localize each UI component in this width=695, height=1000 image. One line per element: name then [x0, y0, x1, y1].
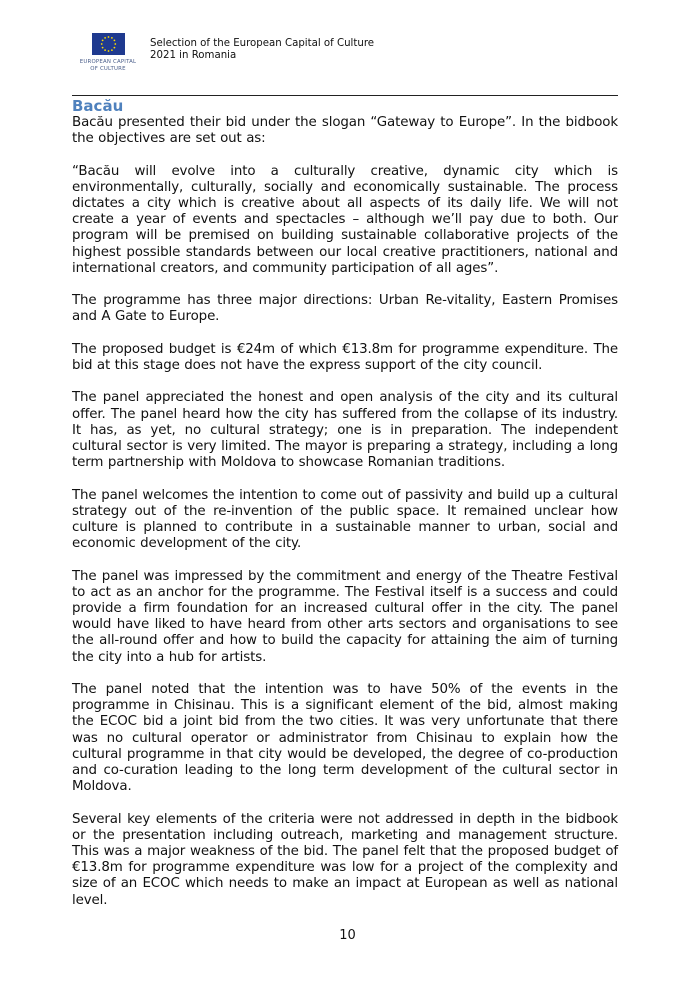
paragraph: The panel noted that the intention was to have 50% of the events in the programme in Chisinau. This is a significant element of the bid, almost making the ECOC bid a joint bid from the two cities. It was very unfortunate that there was no cultural operator or administrator from Chisinau to explain how the cultural programme in that city would be developed, the degree of co-production and co-curation leading to the long term development of the cultural sector in Moldova.	[72, 682, 618, 795]
paragraph: The panel welcomes the intention to come out of passivity and build up a cultural strategy out of the re-invention of the public space. It remained unclear how culture is planned to contribute in a sustainable manner to urban, social and economic development of the city.	[72, 487, 618, 552]
paragraph: Bacău presented their bid under the slogan “Gateway to Europe”. In the bidbook the objectives are set out as:	[72, 115, 618, 147]
logo-caption	[72, 59, 144, 73]
ecoc-logo	[72, 26, 144, 86]
header-divider	[72, 95, 618, 96]
page-number: 10	[339, 928, 356, 943]
paragraph: The panel was impressed by the commitment and energy of the Theatre Festival to act as an anchor for the programme. The Festival itself is a success and could provide a firm foundation for an increased cultural offer in the city. The panel would have liked to have heard from other arts sectors and organisations to see the all-round offer and how to build the capacity for attaining the aim of turning the city into a hub for artists.	[72, 568, 618, 665]
eu-flag-icon	[92, 33, 125, 55]
paragraph: The programme has three major directions: Urban Re-vitality, Eastern Promises and A Gate to Europe.	[72, 293, 618, 325]
paragraph: The panel appreciated the honest and open analysis of the city and its cultural offer. The panel heard how the city has suffered from the collapse of its industry. It has, as yet, no cultural strategy; one is in preparation. The independent cultural sector is very limited. The mayor is preparing a strategy, including a long term partnership with Moldova to showcase Romanian traditions.	[72, 390, 618, 471]
logo-caption-line1: EUROPEAN CAPITAL	[79, 59, 137, 65]
logo-caption-line2: OF CULTURE	[90, 66, 126, 72]
page-header	[72, 26, 618, 94]
section-heading: Bacău	[72, 97, 124, 115]
paragraph: The proposed budget is €24m of which €13.8m for programme expenditure. The bid at this stage does not have the express support of the city council.	[72, 341, 618, 373]
document-title-line2: 2021 in Romania	[150, 50, 237, 61]
section-body	[72, 98, 618, 925]
paragraph: Several key elements of the criteria were not addressed in depth in the bidbook or the presentation including outreach, marketing and management structure. This was a major weakness of the bid. The panel felt that the proposed budget of €13.8m for programme expenditure was low for a project of the complexity and size of an ECOC which needs to make an impact at European as well as national level.	[72, 811, 618, 908]
paragraph-quote: “Bacău will evolve into a culturally creative, dynamic city which is environmentally, culturally, socially and economically sustainable. The process dictates a city which is creative about all aspects of its daily life. We will not create a year of events and spectacles – although we’ll pay due to both. Our program will be premised on building sustainable collaborative projects of the highest possible standards between our local creative practitioners, national and international creators, and community participation of all ages”.	[72, 163, 618, 276]
document-title	[150, 38, 374, 62]
document-title-line1: Selection of the European Capital of Culture	[150, 38, 375, 49]
